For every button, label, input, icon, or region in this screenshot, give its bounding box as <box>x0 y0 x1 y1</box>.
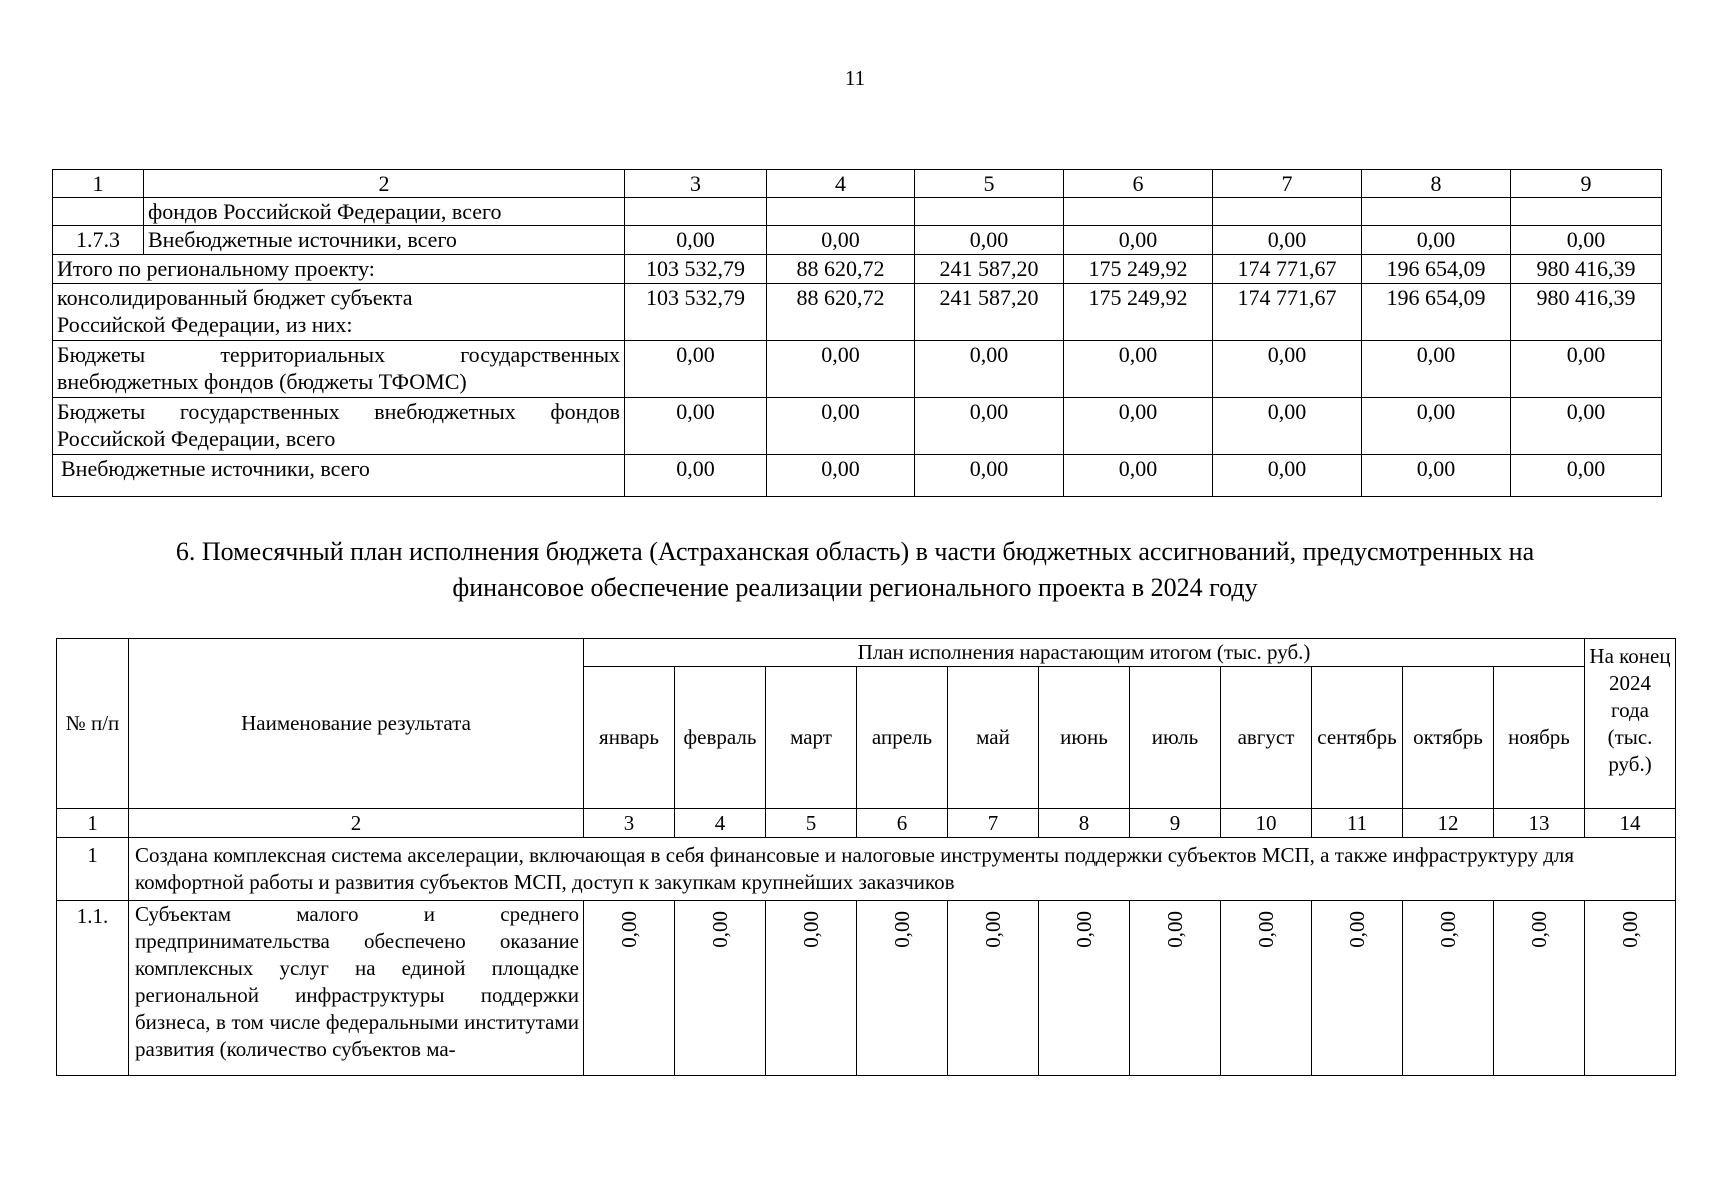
monthly-plan-table <box>56 638 1676 1076</box>
value-cell <box>584 901 675 1076</box>
table-row <box>53 226 1662 255</box>
row-number: 1.1. <box>57 901 129 1076</box>
column-number: 6 <box>1064 170 1213 198</box>
value-cell: 0,00 <box>1362 398 1511 455</box>
value-cell <box>1213 198 1362 226</box>
column-number: 9 <box>1130 809 1221 838</box>
group-title: Создана комплексная система акселерации, включающая в себя финансовые и налоговые инструменты поддержки субъектов МСП, а также инфраструктуру для комфортной работы и развития субъектов МСП, доступ к закупкам крупнейших заказчиков <box>129 838 1676 901</box>
value-cell: 0,00 <box>1213 455 1362 497</box>
header-plan: План исполнения нарастающим итогом (тыс. руб.) <box>584 639 1585 667</box>
value-cell: 174 771,67 <box>1213 284 1362 341</box>
header-end: На конец 2024 года (тыс. руб.) <box>1585 639 1676 809</box>
value-cell <box>767 198 915 226</box>
value-cell: 0,00 <box>1511 398 1662 455</box>
value-cell <box>1221 901 1312 1076</box>
value-cell: 0,00 <box>767 341 915 398</box>
value-cell <box>1585 901 1676 1076</box>
value-text: 0,00 <box>1071 911 1096 948</box>
value-cell <box>1312 901 1403 1076</box>
summary-row <box>53 255 1662 284</box>
value-text: 0,00 <box>980 911 1005 948</box>
column-number: 11 <box>1312 809 1403 838</box>
column-number: 2 <box>129 809 584 838</box>
value-cell <box>766 901 857 1076</box>
value-cell: 103 532,79 <box>625 255 767 284</box>
value-text: 0,00 <box>798 911 823 948</box>
value-cell <box>1130 901 1221 1076</box>
value-cell: 0,00 <box>1213 226 1362 255</box>
table-row <box>53 198 1662 226</box>
value-cell: 0,00 <box>625 455 767 497</box>
value-cell: 0,00 <box>1511 226 1662 255</box>
column-number: 1 <box>53 170 144 198</box>
value-cell: 0,00 <box>625 341 767 398</box>
column-number-row <box>53 170 1662 198</box>
value-cell: 241 587,20 <box>915 255 1064 284</box>
month-header: ноябрь <box>1494 667 1585 809</box>
header-row <box>57 639 1676 667</box>
value-cell <box>1511 198 1662 226</box>
row-name: Субъектам малого и среднего предпринимательства обеспечено оказание комплексных услуг на единой площадке региональной инфраструктуры поддержки бизнеса, в том числе федеральными институтами развития (количество субъектов ма- <box>129 901 584 1076</box>
value-cell: 175 249,92 <box>1064 284 1213 341</box>
value-cell: 88 620,72 <box>767 255 915 284</box>
value-cell <box>675 901 766 1076</box>
summary-name: консолидированный бюджет субъекта Российской Федерации, из них: <box>53 284 625 341</box>
summary-name: Итого по региональному проекту: <box>53 255 625 284</box>
value-cell: 196 654,09 <box>1362 284 1511 341</box>
value-cell: 0,00 <box>1362 226 1511 255</box>
value-cell <box>948 901 1039 1076</box>
column-number: 7 <box>948 809 1039 838</box>
value-cell <box>1064 198 1213 226</box>
value-cell: 0,00 <box>1064 226 1213 255</box>
column-number: 3 <box>584 809 675 838</box>
column-number-row <box>57 809 1676 838</box>
value-cell: 0,00 <box>1064 341 1213 398</box>
value-cell: 175 249,92 <box>1064 255 1213 284</box>
month-header: январь <box>584 667 675 809</box>
month-header: май <box>948 667 1039 809</box>
value-cell: 196 654,09 <box>1362 255 1511 284</box>
month-header: июнь <box>1039 667 1130 809</box>
column-number: 7 <box>1213 170 1362 198</box>
value-cell <box>1039 901 1130 1076</box>
value-text: 0,00 <box>707 911 732 948</box>
value-cell: 0,00 <box>1362 455 1511 497</box>
table-row <box>57 901 1676 1076</box>
value-text: 0,00 <box>1617 911 1642 948</box>
group-row <box>57 838 1676 901</box>
column-number: 10 <box>1221 809 1312 838</box>
column-number: 4 <box>767 170 915 198</box>
value-cell <box>1494 901 1585 1076</box>
value-text: 0,00 <box>1435 911 1460 948</box>
month-header: сентябрь <box>1312 667 1403 809</box>
month-header: июль <box>1130 667 1221 809</box>
month-header: апрель <box>857 667 948 809</box>
month-header: август <box>1221 667 1312 809</box>
summary-row <box>53 341 1662 398</box>
summary-row <box>53 455 1662 497</box>
value-cell <box>1403 901 1494 1076</box>
value-cell: 0,00 <box>915 226 1064 255</box>
value-text: 0,00 <box>1526 911 1551 948</box>
column-number: 4 <box>675 809 766 838</box>
month-header: февраль <box>675 667 766 809</box>
column-number: 2 <box>144 170 625 198</box>
value-cell: 0,00 <box>625 226 767 255</box>
value-cell: 0,00 <box>767 398 915 455</box>
column-number: 8 <box>1362 170 1511 198</box>
value-text: 0,00 <box>616 911 641 948</box>
value-text: 0,00 <box>1344 911 1369 948</box>
column-number: 8 <box>1039 809 1130 838</box>
value-cell: 980 416,39 <box>1511 255 1662 284</box>
row-number: 1.7.3 <box>53 226 144 255</box>
value-cell: 88 620,72 <box>767 284 915 341</box>
column-number: 13 <box>1494 809 1585 838</box>
value-cell: 0,00 <box>1213 341 1362 398</box>
header-name: Наименование результата <box>129 639 584 809</box>
value-cell: 241 587,20 <box>915 284 1064 341</box>
value-cell <box>857 901 948 1076</box>
value-cell: 0,00 <box>625 398 767 455</box>
value-text: 0,00 <box>1253 911 1278 948</box>
value-text: 0,00 <box>889 911 914 948</box>
row-name: фондов Российской Федерации, всего <box>144 198 625 226</box>
column-number: 6 <box>857 809 948 838</box>
value-cell: 0,00 <box>1362 341 1511 398</box>
summary-row <box>53 284 1662 341</box>
summary-name: Бюджеты территориальных государственных внебюджетных фондов (бюджеты ТФОМС) <box>53 341 625 398</box>
value-cell: 0,00 <box>767 226 915 255</box>
column-number: 14 <box>1585 809 1676 838</box>
summary-name: Внебюджетные источники, всего <box>53 455 625 497</box>
column-number: 3 <box>625 170 767 198</box>
value-cell: 174 771,67 <box>1213 255 1362 284</box>
row-number <box>53 198 144 226</box>
value-cell: 980 416,39 <box>1511 284 1662 341</box>
value-cell: 0,00 <box>1064 455 1213 497</box>
column-number: 5 <box>915 170 1064 198</box>
value-cell: 0,00 <box>1511 341 1662 398</box>
month-header: март <box>766 667 857 809</box>
column-number: 12 <box>1403 809 1494 838</box>
page-number: 11 <box>844 66 866 90</box>
value-cell: 0,00 <box>915 455 1064 497</box>
value-cell <box>915 198 1064 226</box>
value-cell: 0,00 <box>1213 398 1362 455</box>
column-number: 9 <box>1511 170 1662 198</box>
value-cell: 0,00 <box>1064 398 1213 455</box>
column-number: 1 <box>57 809 129 838</box>
value-cell: 0,00 <box>915 398 1064 455</box>
row-name: Внебюджетные источники, всего <box>144 226 625 255</box>
summary-row <box>53 398 1662 455</box>
budget-summary-table <box>52 169 1662 497</box>
value-text: 0,00 <box>1162 911 1187 948</box>
value-cell: 103 532,79 <box>625 284 767 341</box>
section-title: 6. Помесячный план исполнения бюджета (Астраханская область) в части бюджетных ассигнований, предусмотренных на финансовое обеспечение реализации регионального проекта в 2024 году <box>175 537 1535 602</box>
group-number: 1 <box>57 838 129 901</box>
summary-name: Бюджеты государственных внебюджетных фондов Российской Федерации, всего <box>53 398 625 455</box>
value-cell: 0,00 <box>1511 455 1662 497</box>
month-header: октябрь <box>1403 667 1494 809</box>
value-cell: 0,00 <box>767 455 915 497</box>
value-cell <box>625 198 767 226</box>
value-cell <box>1362 198 1511 226</box>
header-num: № п/п <box>57 639 129 809</box>
value-cell: 0,00 <box>915 341 1064 398</box>
column-number: 5 <box>766 809 857 838</box>
